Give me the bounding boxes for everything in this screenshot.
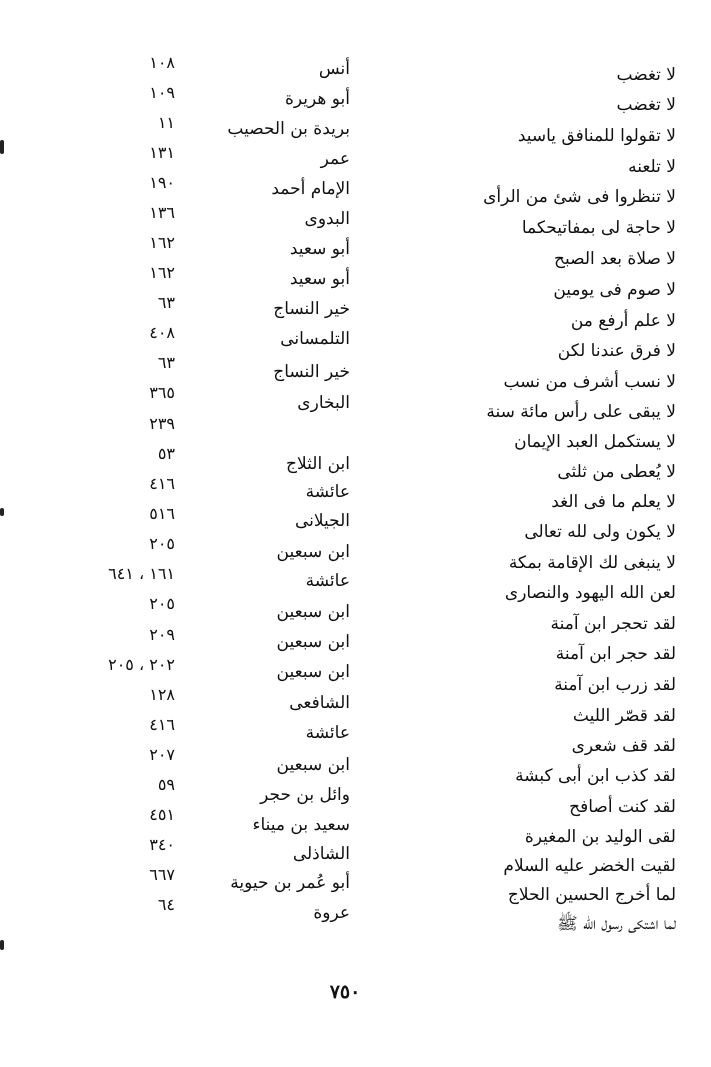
entry-source: ابن سبعين: [276, 602, 350, 622]
scan-edge-mark: [0, 508, 4, 516]
entry-pages: ٢٠٢ ، ٢٠٥: [108, 655, 175, 674]
entry-source: ابن الثلاج: [286, 454, 350, 474]
entry-pages: ٢٠٥: [149, 594, 175, 613]
entry-text: لا تغضب: [616, 65, 676, 85]
entry-pages: ٣٤٠: [149, 835, 175, 854]
scan-edge-mark: [0, 140, 4, 154]
entry-text: لما اشتكى رسول الله ﷺ: [557, 914, 676, 934]
narrator-column: [180, 0, 350, 1000]
page-folio-number: ٧٥٠: [329, 981, 361, 1003]
entry-source: الإمام أحمد: [271, 179, 350, 199]
entry-pages: ٢٠٩: [149, 625, 175, 644]
entry-pages: ١٣٦: [149, 203, 175, 222]
entry-text: لعن الله اليهود والنصارى: [504, 583, 676, 603]
entry-source: أبو عُمر بن حيوية: [230, 873, 350, 893]
entry-source: بريدة بن الحصيب: [227, 119, 350, 139]
scan-edge-mark: [0, 940, 4, 950]
entry-pages: ١١: [157, 113, 175, 132]
entry-text: لا حاجة لى بمفاتيحكما: [521, 218, 676, 238]
entry-text: لقد زرب ابن آمنة: [554, 675, 676, 695]
entry-source: البخارى: [297, 393, 350, 413]
entry-text: لا تقولوا للمنافق ياسيد: [517, 126, 676, 146]
entry-pages: ٢٠٥: [149, 534, 175, 553]
entry-source: أبو هريرة: [284, 89, 350, 109]
entry-text: لا تنظروا فى شئ من الرأى: [483, 187, 676, 207]
entry-source: عمر: [320, 149, 350, 169]
entry-pages: ١٣١: [149, 143, 175, 162]
entry-pages: ٦٦٧: [149, 865, 175, 884]
entry-text: لقد كذب ابن أبى كبشة: [515, 766, 676, 786]
entry-text: لا صوم فى يومين: [553, 280, 676, 300]
entry-pages: ٤٠٨: [149, 323, 175, 342]
entry-pages: ١٦٢: [149, 233, 175, 252]
entry-source: ابن سبعين: [276, 662, 350, 682]
entry-pages: ١٩٠: [149, 173, 175, 192]
entry-text: لقد حجر ابن آمنة: [555, 644, 676, 664]
entry-text: لا علم أرفع من: [570, 311, 676, 331]
entry-text: لقد قصّر الليث: [572, 706, 676, 726]
entry-pages: ١٠٩: [149, 83, 175, 102]
entry-pages: ٥٩: [157, 775, 175, 794]
entry-pages: ٥٣: [157, 444, 175, 463]
entry-source: البدوى: [304, 209, 350, 229]
entry-text: لا يعلم ما فى الغد: [551, 492, 676, 512]
entry-pages: ١٢٨: [149, 685, 175, 704]
entry-source: أبو سعيد: [289, 239, 350, 259]
entry-source: خير النساج: [273, 362, 350, 382]
entry-source: عائشة: [305, 571, 350, 591]
entry-text: لا تغضب: [616, 95, 676, 115]
entry-pages: ١٦١ ، ٦٤١: [108, 564, 175, 583]
entry-text: لقد قف شعرى: [571, 736, 676, 756]
entry-text: لا يستكمل العبد الإيمان: [514, 432, 676, 452]
entry-text: لا يبقى على رأس مائة سنة: [486, 402, 676, 422]
entry-pages: ١٦٢: [149, 263, 175, 282]
entry-source: عائشة: [305, 482, 350, 502]
entry-source: عروة: [313, 903, 350, 923]
entry-source: الجيلانى: [294, 511, 350, 531]
entry-pages: ٤٥١: [149, 805, 175, 824]
entry-pages: ١٠٨: [149, 53, 175, 72]
entry-source: الشاذلى: [292, 844, 350, 864]
entry-pages: ٤١٦: [149, 715, 175, 734]
entry-text: لا تلعنه: [628, 157, 676, 177]
entry-pages: ٢٣٩: [149, 414, 175, 433]
entry-source: ابن سبعين: [276, 632, 350, 652]
entry-pages: ٢٠٧: [149, 745, 175, 764]
entry-text: لا يُعطى من ثلثى: [557, 462, 676, 482]
entry-source: ابن سبعين: [276, 542, 350, 562]
entry-text: لا فرق عندنا لكن: [557, 341, 676, 361]
entry-pages: ٦٣: [157, 293, 175, 312]
entry-text: لقد تحجر ابن آمنة: [550, 614, 676, 634]
entry-pages: ٤١٦: [149, 474, 175, 493]
entry-text: لقى الوليد بن المغيرة: [524, 827, 676, 847]
entry-source: الشافعى: [289, 693, 350, 713]
entry-text: لقيت الخضر عليه السلام: [503, 856, 676, 876]
entry-text: لما أخرج الحسين الحلاج: [507, 885, 676, 905]
entry-text: لا ينبغى لك الإقامة بمكة: [508, 553, 676, 573]
entry-source: التلمسانى: [280, 329, 350, 349]
entry-source: خير النساج: [273, 299, 350, 319]
entry-text: لا نسب أشرف من نسب: [503, 372, 676, 392]
entry-text: لا يكون ولى لله تعالى: [524, 522, 676, 542]
entry-source: سعيد بن ميناء: [252, 815, 350, 835]
entry-pages: ٦٤: [157, 895, 175, 914]
entry-text: لا صلاة بعد الصبح: [554, 249, 676, 269]
entry-pages: ٥١٦: [149, 504, 175, 523]
entry-source: أنس: [318, 59, 350, 79]
entry-pages: ٣٦٥: [149, 383, 175, 402]
page-number-column: [40, 0, 175, 1000]
entry-source: ابن سبعين: [276, 755, 350, 775]
entry-source: أبو سعيد: [289, 269, 350, 289]
entry-pages: ٦٣: [157, 353, 175, 372]
entry-source: عائشة: [305, 723, 350, 743]
entry-text: لقد كنت أصافح: [569, 797, 676, 817]
entry-source: وائل بن حجر: [260, 785, 350, 805]
hadith-text-column: [400, 0, 676, 1000]
